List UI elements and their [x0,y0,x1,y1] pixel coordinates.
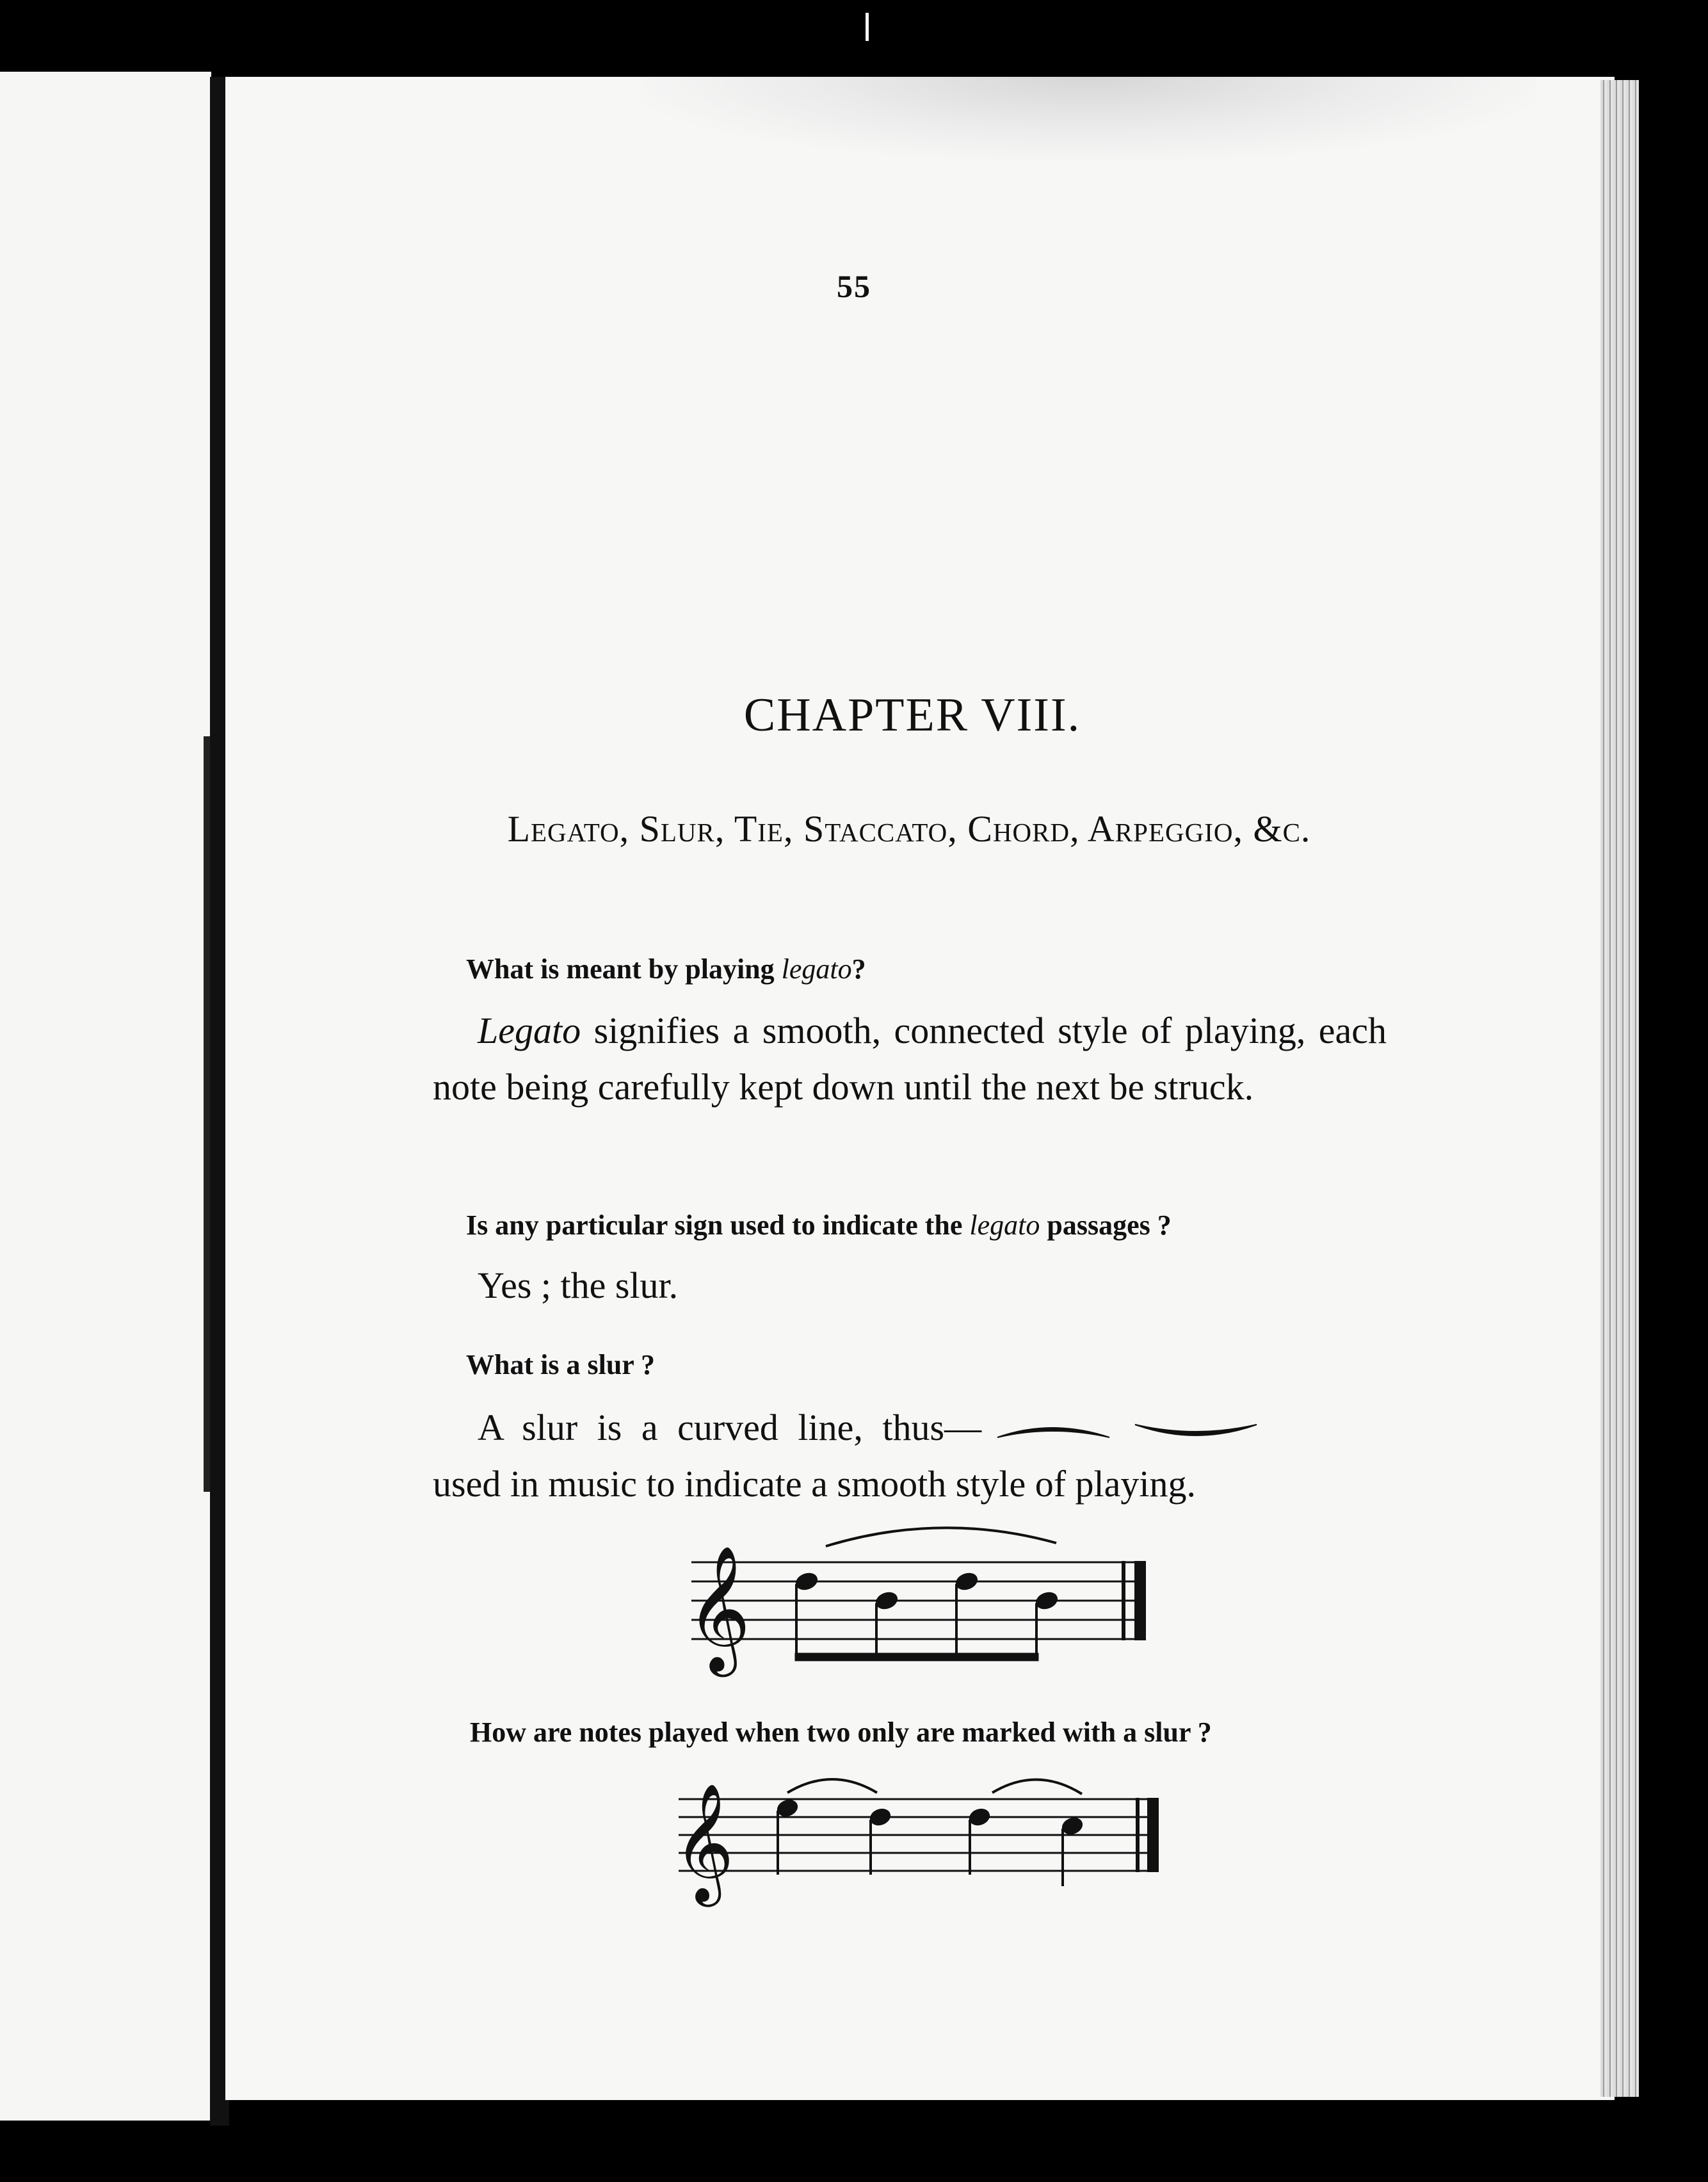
slur-arc-under [1135,1425,1257,1435]
question-legato: What is meant by playing legato? [466,953,866,985]
slur-arc [826,1528,1056,1546]
answer-slur [433,1400,1387,1512]
treble-clef-icon: 𝄞 [673,1782,734,1902]
chapter-title: CHAPTER VIII. [743,689,1081,741]
answer-legato: Legato signifies a smooth, connected style of playing, each note being carefully kept down until the next be struck. [433,1010,1387,1108]
question-two-note-slur: How are notes played when two only are marked with a slur ? [470,1717,1212,1748]
two-note-slur-example-staff [659,1761,1172,1908]
answer-legato-sign: Yes ; the slur. [478,1265,679,1306]
legato-example-staff [672,1517,1159,1690]
binding-shadow [204,736,210,1492]
facing-page-left [0,72,211,2121]
slur-symbols-icon [991,1416,1266,1448]
answer-slur-line1: A slur is a curved line, thus— [433,1400,1387,1456]
slur-arc [787,1779,877,1793]
slur-arc [992,1779,1082,1794]
treble-clef-icon: 𝄞 [686,1545,751,1672]
page-number: 55 [837,268,871,304]
final-barline [1136,1798,1159,1872]
page-edges [1600,80,1639,2097]
question-slur: What is a slur ? [466,1349,656,1380]
note-group [794,1571,1059,1661]
question-legato-sign: Is any particular sign used to indicate the legato passages ? [466,1209,1172,1241]
scan-mark [866,13,869,41]
slur-arc-over [997,1428,1109,1437]
page-stain [640,77,1536,160]
answer-slur-line2: used in music to indicate a smooth style of playing. [433,1463,1196,1505]
note-group [775,1797,1084,1886]
beam [795,1653,1038,1661]
chapter-subtitle: Legato, Slur, Tie, Staccato, Chord, Arpeggio, &c. [507,808,1311,850]
